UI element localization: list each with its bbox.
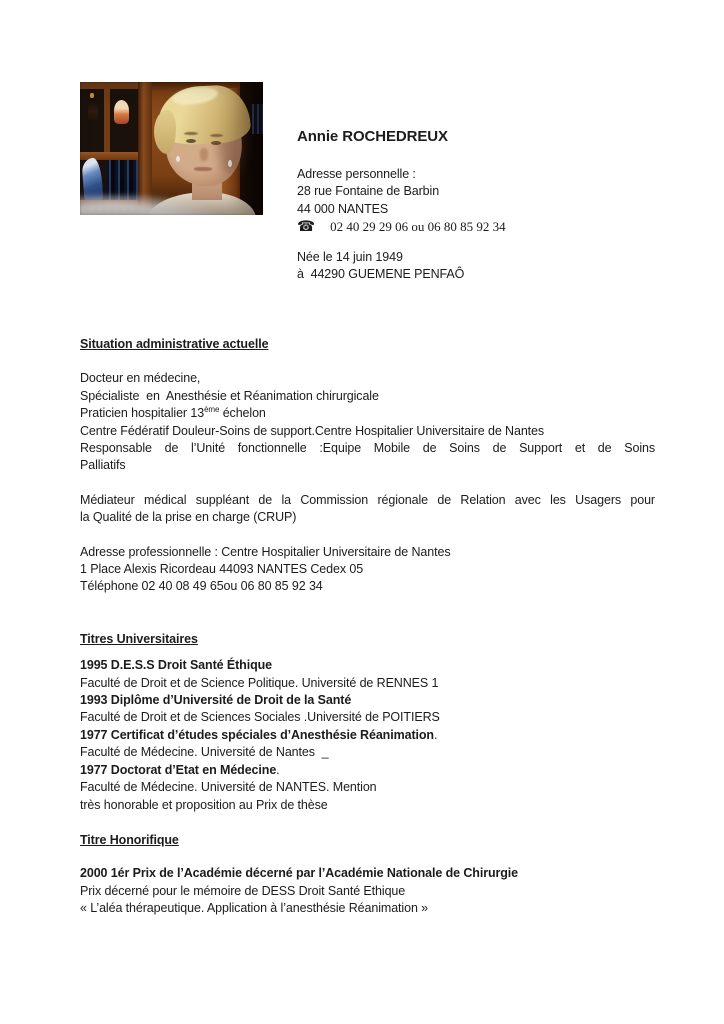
honor-heading: 2000 1ér Prix de l’Académie décerné par l’Académie Nationale de Chirurgie — [80, 866, 519, 881]
professional-address-block — [80, 544, 655, 596]
admin-line-praticien — [80, 405, 655, 422]
professional-address-line-1: Adresse professionnelle : Centre Hospitalier Universitaire de Nantes — [80, 544, 451, 559]
degree-detail: Faculté de Droit et de Science Politique. Université de RENNES 1 — [80, 675, 439, 690]
photo-shelf-frame — [80, 82, 138, 89]
photo-blue-vase — [81, 157, 103, 204]
photo-eye-left — [186, 139, 196, 143]
photo-face-shadow — [218, 116, 244, 174]
photo-brow-right — [210, 134, 223, 137]
photo-shelf-divider — [104, 89, 110, 152]
degree-heading-tail: . — [433, 727, 438, 742]
photo-earring-left — [176, 156, 180, 162]
photo-wood-post — [138, 82, 152, 215]
personal-address-city: 44 000 NANTES — [297, 201, 389, 216]
photo-shoulders — [146, 192, 256, 215]
personal-address-street: 28 rue Fontaine de Barbin — [297, 184, 440, 199]
photo-earring-right — [228, 160, 232, 167]
degree-detail: très honorable et proposition au Prix de thèse — [80, 797, 328, 812]
praticien-prefix: Praticien hospitalier 13 — [80, 406, 205, 421]
degree-heading-text: 1995 D.E.S.S Droit Santé Éthique — [80, 658, 272, 673]
titles-section-title: Titres Universitaires — [80, 631, 198, 646]
photo-hair — [157, 84, 252, 147]
degree-heading — [80, 692, 655, 709]
photo-mouth — [194, 167, 212, 171]
admin-section-title: Situation administrative actuelle — [80, 337, 269, 351]
honor-line-1: Prix décerné pour le mémoire de DESS Droit Santé Ethique — [80, 883, 406, 898]
photo-neck — [192, 174, 222, 200]
personal-address-label: Adresse personnelle : — [297, 167, 416, 181]
professional-address-line-3: Téléphone 02 40 08 49 65ou 06 80 85 92 34 — [80, 579, 323, 594]
photo-cabinet-door — [192, 88, 242, 215]
photo-dark-edge — [240, 82, 263, 215]
photo-shelf — [80, 82, 138, 215]
photo-red-trinkets — [82, 207, 136, 212]
photo-brow-left — [184, 132, 198, 135]
honor-block — [80, 865, 655, 917]
personal-phone-numbers: 02 40 29 29 06 ou 06 80 85 92 34 — [330, 219, 506, 235]
photo-nose — [200, 148, 208, 161]
degree-heading-text: 1993 Diplôme d’Université de Droit de la Santé — [80, 693, 352, 708]
admin-line-docteur: Docteur en médecine, — [80, 371, 201, 386]
mediateur-block — [80, 492, 655, 527]
photo-shelf-board — [80, 152, 138, 160]
admin-line-responsable: Responsable de l’Unité fonctionnelle :Equipe Mobile de Soins de Support et de Soins — [80, 441, 655, 456]
praticien-suffix: échelon — [219, 406, 266, 421]
professional-address-line-2: 1 Place Alexis Ricordeau 44093 NANTES Cedex 05 — [80, 562, 364, 577]
admin-line-specialiste: Spécialiste en Anesthésie et Réanimation chirurgicale — [80, 388, 379, 403]
person-name: Annie ROCHEDREUX — [297, 128, 448, 145]
personal-phone-line — [297, 218, 506, 236]
degree-detail: Faculté de Médecine. Université de NANTES. Mention — [80, 780, 377, 795]
document-body — [80, 330, 655, 918]
photo-face — [164, 95, 243, 188]
admin-line-centre: Centre Fédératif Douleur-Soins de support.Centre Hospitalier Universitaire de Nantes — [80, 423, 545, 438]
mediateur-line-1: Médiateur médical suppléant de la Commission régionale de Relation avec les Usagers pour — [80, 492, 655, 507]
degree-heading — [80, 657, 655, 674]
photo-books-right — [252, 104, 263, 134]
degree-heading-text: 1977 Doctorat d’Etat en Médecine — [80, 762, 277, 777]
birth-block — [297, 249, 464, 284]
portrait-photo — [80, 82, 263, 215]
photo-hair-highlight — [171, 85, 219, 107]
admin-line-palliatifs: Palliatifs — [80, 458, 126, 473]
birth-date: Née le 14 juin 1949 — [297, 250, 403, 264]
degrees-list — [80, 657, 655, 814]
photo-bottle-cap — [90, 93, 94, 98]
degree-heading-tail: . — [276, 762, 280, 777]
honor-line-2: « L’aléa thérapeutique. Application à l’anesthésie Réanimation » — [80, 901, 429, 916]
phone-icon: ☎ — [297, 219, 316, 236]
birth-place: à 44290 GUEMENE PENFAÔ — [297, 267, 465, 282]
admin-section-block — [80, 370, 655, 474]
photo-hair-side — [154, 110, 176, 154]
honor-section-title: Titre Honorifique — [80, 832, 179, 847]
degree-heading — [80, 762, 655, 779]
photo-shelf-bottom — [80, 200, 138, 209]
praticien-superscript: ème — [204, 405, 220, 415]
photo-books-left — [106, 160, 138, 200]
photo-eye-right — [211, 141, 221, 145]
photo-figurine — [114, 100, 129, 124]
degree-heading — [80, 727, 655, 744]
mediateur-line-2: la Qualité de la prise en charge (CRUP) — [80, 510, 297, 525]
photo-white-fade — [80, 194, 218, 215]
degree-heading-text: 1977 Certificat d’études spéciales d’Anesthésie Réanimation — [80, 727, 434, 742]
photo-bottle — [88, 96, 98, 122]
degree-detail: Faculté de Droit et de Sciences Sociales .Université de POITIERS — [80, 710, 440, 725]
personal-address-block — [297, 166, 506, 237]
degree-detail: Faculté de Médecine. Université de Nantes _ — [80, 745, 329, 760]
